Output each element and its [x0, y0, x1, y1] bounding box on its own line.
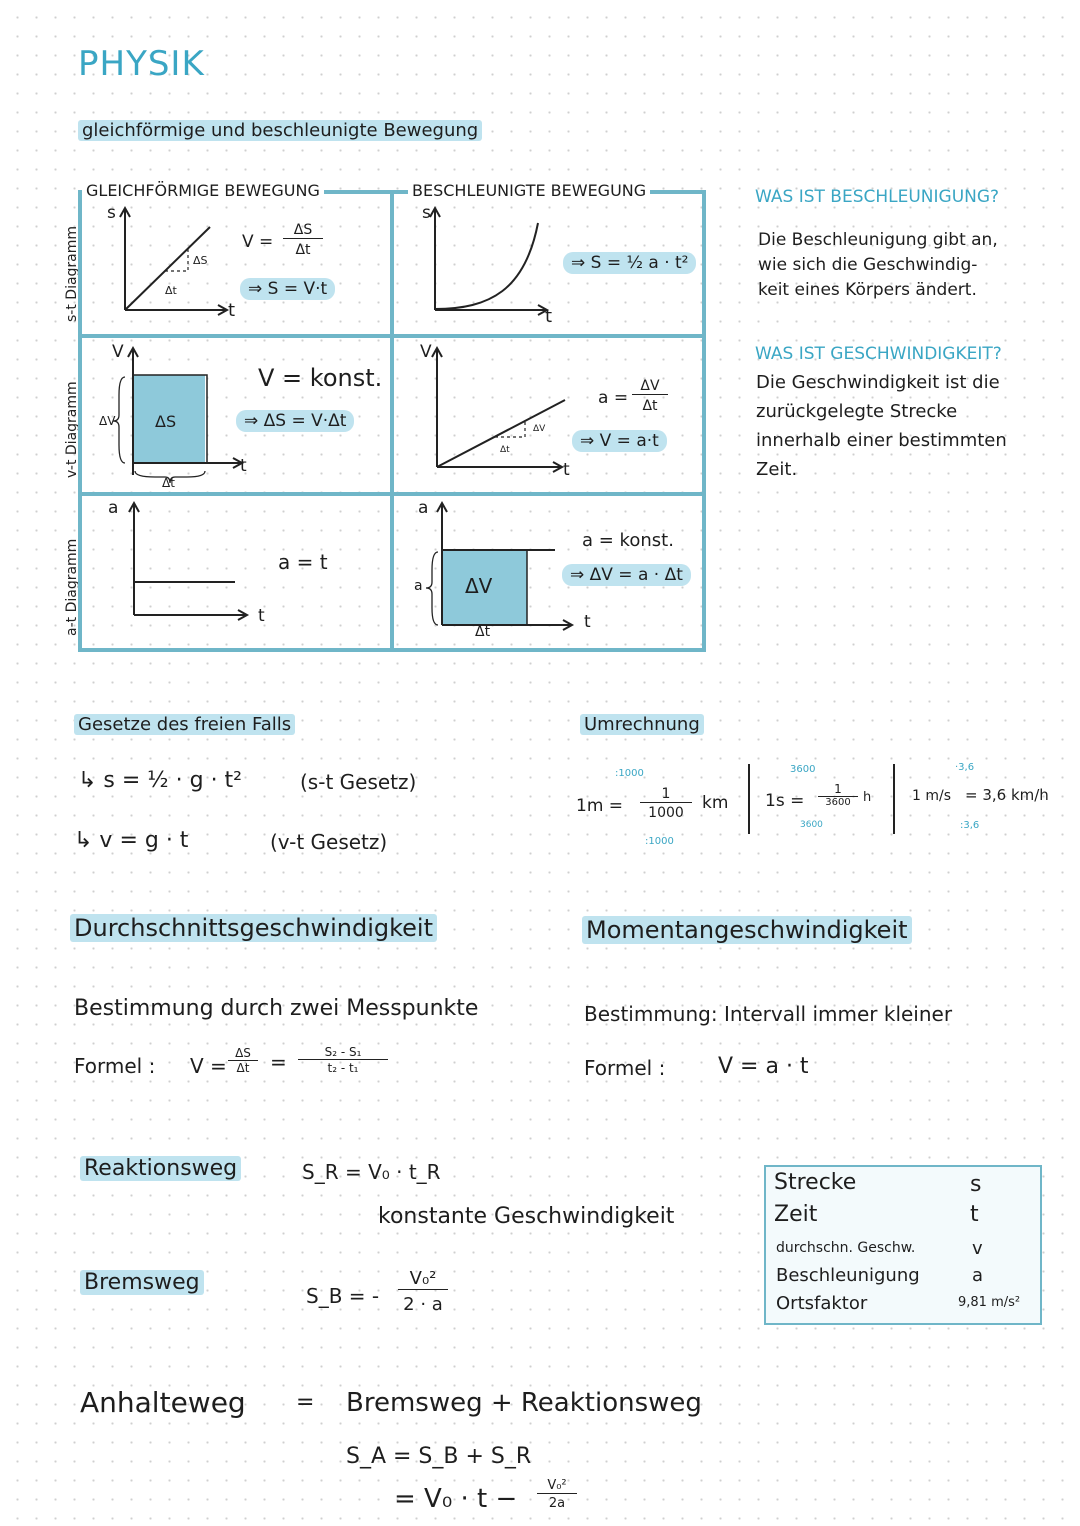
st-accel-graph [420, 205, 560, 320]
reaction-note: konstante Geschwindigkeit [378, 1204, 675, 1229]
velocity-line-2: zurückgelegte Strecke [756, 401, 958, 422]
stopping-rhs: Bremsweg + Reaktionsweg [346, 1388, 702, 1418]
legend-symbol-4: 9,81 m/s² [958, 1295, 1021, 1310]
legend-symbol-0: s [970, 1172, 982, 1197]
vt-accel-dv: ΔV [533, 424, 546, 434]
at-uniform-formula: a = t [278, 550, 328, 574]
velocity-line-4: Zeit. [756, 459, 798, 480]
average-speed-f-num2: S₂ - S₁ [298, 1045, 388, 1060]
average-speed-formula-label: Formel : [74, 1054, 156, 1078]
vt-accel-axis-y: V [420, 342, 432, 362]
at-uniform-axis-x: t [258, 606, 265, 626]
acceleration-line-1: Die Beschleunigung gibt an, [758, 230, 998, 250]
instant-speed-formula: V = a · t [718, 1054, 809, 1079]
conversion-1-unit: km [702, 793, 729, 813]
st-uniform-axis-x: t [228, 300, 236, 321]
average-speed-f-den2: t₂ - t₁ [327, 1061, 359, 1075]
page-subtitle: gleichförmige und beschleunigte Bewegung [78, 120, 482, 141]
at-accel-axis-y: a [418, 498, 429, 518]
conversion-3-rhs: = 3,6 km/h [965, 786, 1049, 804]
acceleration-heading: WAS IST BESCHLEUNIGUNG? [755, 187, 1000, 207]
reaction-label: Reaktionsweg [80, 1156, 241, 1181]
conversion-2-den: 3600 [825, 797, 851, 808]
legend-name-0: Strecke [774, 1170, 857, 1195]
conversion-1-top: :1000 [615, 768, 644, 779]
stopping-line3-lhs: = V₀ · t − [394, 1484, 518, 1514]
average-speed-f-num1: ΔS [228, 1046, 258, 1061]
instant-speed-heading: Momentangeschwindigkeit [582, 916, 912, 944]
vt-accel-graph [425, 345, 585, 480]
row-label-vt: v-t Diagramm [64, 381, 80, 478]
braking-den: 2 · a [403, 1294, 443, 1315]
acceleration-line-2: wie sich die Geschwindig- [758, 255, 978, 275]
average-speed-f-den1: Δt [236, 1061, 250, 1075]
braking-num: V₀² [398, 1268, 448, 1290]
velocity-heading: WAS IST GESCHWINDIGKEIT? [755, 344, 1002, 364]
conversion-1-lhs: 1m = [576, 796, 624, 816]
vt-accel-formula-lhs: a = [598, 388, 629, 408]
st-accel-axis-x: t [545, 306, 553, 327]
vt-accel-result: ⇒ V = a·t [572, 430, 667, 452]
stopping-label: Anhalteweg [80, 1386, 246, 1419]
stopping-line2: S_A = S_B + S_R [346, 1444, 532, 1469]
stopping-line3-num: V₀² [537, 1478, 577, 1494]
legend-symbol-3: a [972, 1265, 984, 1286]
conversion-3-top: ·3,6 [955, 762, 975, 773]
legend-name-4: Ortsfaktor [776, 1293, 868, 1314]
conversion-heading: Umrechnung [580, 714, 704, 735]
free-fall-heading: Gesetze des freien Falls [74, 714, 295, 735]
reaction-formula: S_R = V₀ · t_R [302, 1160, 441, 1184]
vt-accel-formula-num: ΔV [632, 378, 668, 395]
legend-name-3: Beschleunigung [776, 1265, 920, 1286]
legend-name-2: durchschn. Geschw. [776, 1240, 916, 1256]
conversion-1-den: 1000 [648, 805, 684, 821]
stopping-line3-den: 2a [548, 1496, 566, 1511]
row-label-at: a-t Diagramm [64, 538, 80, 636]
free-fall-law-2-note: (v-t Gesetz) [270, 830, 388, 854]
st-uniform-formula-lhs: V = [242, 232, 274, 252]
col-header-uniform: GLEICHFÖRMIGE BEWEGUNG [82, 181, 324, 200]
average-speed-method: Bestimmung durch zwei Messpunkte [74, 996, 479, 1021]
conversion-2-unit: h [863, 790, 872, 805]
legend-name-1: Zeit [774, 1202, 818, 1227]
vt-uniform-dv: ΔV [99, 414, 116, 428]
conversion-1-bottom: :1000 [645, 836, 674, 847]
conversion-2-bottom: 3600 [800, 820, 823, 830]
vt-uniform-area: ΔS [155, 412, 177, 431]
at-uniform-graph [110, 500, 280, 630]
at-accel-area: ΔV [465, 574, 493, 598]
col-header-accelerated: BESCHLEUNIGTE BEWEGUNG [408, 181, 650, 200]
vt-uniform-axis-y: V [112, 342, 124, 362]
braking-label: Bremsweg [80, 1270, 204, 1295]
acceleration-line-3: keit eines Körpers ändert. [758, 280, 977, 300]
page-title: PHYSIK [78, 44, 205, 84]
st-uniform-ds: ΔS [193, 254, 208, 267]
conversion-2-lhs: 1s = [765, 791, 805, 811]
velocity-line-1: Die Geschwindigkeit ist die [756, 372, 1000, 393]
at-accel-result: ⇒ ΔV = a · Δt [562, 564, 691, 586]
average-speed-heading: Durchschnittsgeschwindigkeit [70, 914, 437, 942]
conversion-3-lhs: 1 m/s [912, 788, 952, 804]
average-speed-f-eq: = [270, 1050, 287, 1074]
st-uniform-axis-y: s [107, 203, 116, 223]
st-uniform-graph [100, 205, 260, 320]
vt-accel-formula-den: Δt [642, 398, 658, 414]
vt-uniform-dt: Δt [162, 476, 175, 490]
at-accel-a-label: a [414, 578, 423, 594]
st-uniform-formula-den: Δt [295, 242, 311, 258]
free-fall-law-1: ↳ s = ½ · g · t² [78, 768, 243, 793]
st-uniform-result: ⇒ S = V·t [240, 278, 335, 300]
conversion-2-top: 3600 [790, 764, 816, 775]
vt-accel-axis-x: t [563, 460, 570, 480]
vt-uniform-axis-x: t [240, 456, 247, 476]
braking-lhs: S_B = - [306, 1284, 380, 1308]
vt-uniform-result: ⇒ ΔS = V·Δt [236, 410, 354, 432]
conversion-1-num: 1 [640, 786, 692, 803]
at-uniform-axis-y: a [108, 498, 119, 518]
vt-accel-dt: Δt [500, 445, 510, 455]
stopping-eq: = [296, 1390, 315, 1415]
st-uniform-formula-num: ΔS [283, 222, 323, 239]
vt-uniform-formula: V = konst. [258, 364, 383, 392]
free-fall-law-1-note: (s-t Gesetz) [300, 770, 417, 794]
average-speed-formula-lhs: V = [190, 1054, 227, 1078]
at-accel-dt: Δt [475, 624, 491, 640]
legend-symbol-2: v [972, 1238, 983, 1259]
free-fall-law-2: ↳ v = g · t [74, 828, 189, 853]
st-accel-axis-y: s [422, 203, 431, 223]
instant-speed-method: Bestimmung: Intervall immer kleiner [584, 1002, 953, 1026]
conversion-2-num: 1 [818, 782, 858, 797]
st-uniform-dt: Δt [165, 284, 177, 297]
instant-speed-formula-label: Formel : [584, 1056, 666, 1080]
velocity-line-3: innerhalb einer bestimmten [756, 430, 1007, 451]
legend-symbol-1: t [970, 1202, 979, 1227]
st-accel-result: ⇒ S = ½ a · t² [563, 252, 696, 274]
at-accel-formula: a = konst. [582, 530, 674, 551]
row-label-st: s-t Diagramm [64, 225, 80, 322]
conversion-3-bottom: :3,6 [960, 820, 980, 831]
at-accel-axis-x: t [584, 612, 591, 632]
